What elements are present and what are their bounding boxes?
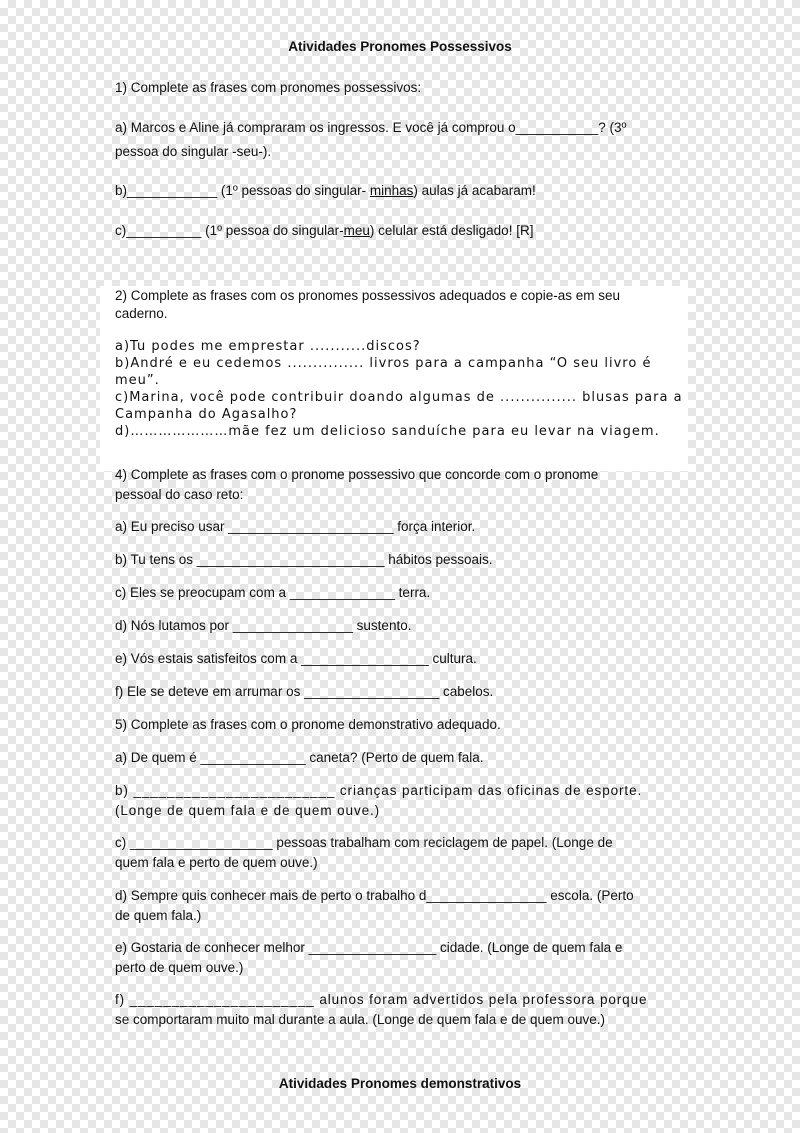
q2-b2: meu”. xyxy=(115,373,160,388)
q1-a-line1: a) Marcos e Aline já compraram os ingressos. E você já comprou o___________? (3º xyxy=(115,120,627,135)
q4-line1: 4) Complete as frases com o pronome possessivo que concorde com o pronome xyxy=(115,467,599,482)
q1-c xyxy=(115,221,533,241)
q1-b-pre: b)____________ (1º pessoas do singular- xyxy=(115,183,370,198)
q1-c-post: ) celular está desligado! [R] xyxy=(369,223,534,238)
q5-c1: c) ___________________ pessoas trabalham com reciclagem de papel. (Longe de xyxy=(115,835,613,850)
q5-b2: (Longe de quem fala e de quem ouve.) xyxy=(115,803,381,818)
q5-b1: b) ________________________ crianças participam das oficinas de esporte. xyxy=(115,783,643,798)
q1-header: 1) Complete as frases com pronomes possessivos: xyxy=(115,80,422,95)
q5-f1: f) ______________________ alunos foram advertidos pela professora porque xyxy=(115,992,648,1007)
q5-f2: se comportaram muito mal durante a aula. (Longe de quem fala e de quem ouve.) xyxy=(115,1012,606,1027)
document-page xyxy=(100,28,700,1118)
q5-e1: e) Gostaria de conhecer melhor _________________ cidade. (Longe de quem fala e xyxy=(115,940,623,955)
q1-b-underlined: minhas xyxy=(369,183,414,198)
q4-item-b: b) Tu tens os _________________________ hábitos pessoais. xyxy=(115,552,493,567)
q5-d1: d) Sempre quis conhecer mais de perto o trabalho d________________ escola. (Perto xyxy=(115,888,634,903)
q2-line1: 2) Complete as frases com os pronomes possessivos adequados e copie-as em seu xyxy=(115,288,621,303)
q4-item-d: d) Nós lutamos por ________________ sustento. xyxy=(115,618,412,633)
q4-item-a: a) Eu preciso usar ______________________ força interior. xyxy=(115,519,476,534)
q5-c2: quem fala e perto de quem ouve.) xyxy=(115,855,318,870)
q5-d2: de quem fala.) xyxy=(115,908,202,923)
q4-line2: pessoal do caso reto: xyxy=(115,487,244,502)
q1-c-pre: c)__________ (1º pessoa do singular- xyxy=(115,223,344,238)
q1-c-underlined: meu xyxy=(343,223,370,238)
q4-item-c: c) Eles se preocupam com a ______________ terra. xyxy=(115,585,431,600)
q5-e2: perto de quem ouve.) xyxy=(115,960,244,975)
q2-a: a)Tu podes me emprestar ...........discos? xyxy=(115,339,421,354)
q1-a-line2: pessoa do singular -seu-). xyxy=(115,144,272,159)
q2-block xyxy=(100,286,688,471)
q5-header: 5) Complete as frases com o pronome demonstrativo adequado. xyxy=(115,717,501,732)
section-title-demonstratives: Atividades Pronomes demonstrativos xyxy=(278,1076,522,1091)
q1-b xyxy=(115,181,536,201)
q2-line2: caderno. xyxy=(115,306,168,321)
q4-item-e: e) Vós estais satisfeitos com a _________________ cultura. xyxy=(115,651,477,666)
page-title: Atividades Pronomes Possessivos xyxy=(288,39,512,54)
q2-b1: b)André e eu cedemos ............... livros para a campanha “O seu livro é xyxy=(115,356,652,371)
q2-c2: Campanha do Agasalho? xyxy=(115,407,298,422)
q1-b-post: ) aulas já acabaram! xyxy=(413,183,536,198)
q4-item-f: f) Ele se deteve em arrumar os __________________ cabelos. xyxy=(115,684,494,699)
q5-a: a) De quem é ______________ caneta? (Perto de quem fala. xyxy=(115,750,484,765)
q2-c1: c)Marina, você pode contribuir doando algumas de ............... blusas para a xyxy=(115,390,683,405)
q2-d: d)…………………mãe fez um delicioso sanduíche para eu levar na viagem. xyxy=(115,424,660,439)
